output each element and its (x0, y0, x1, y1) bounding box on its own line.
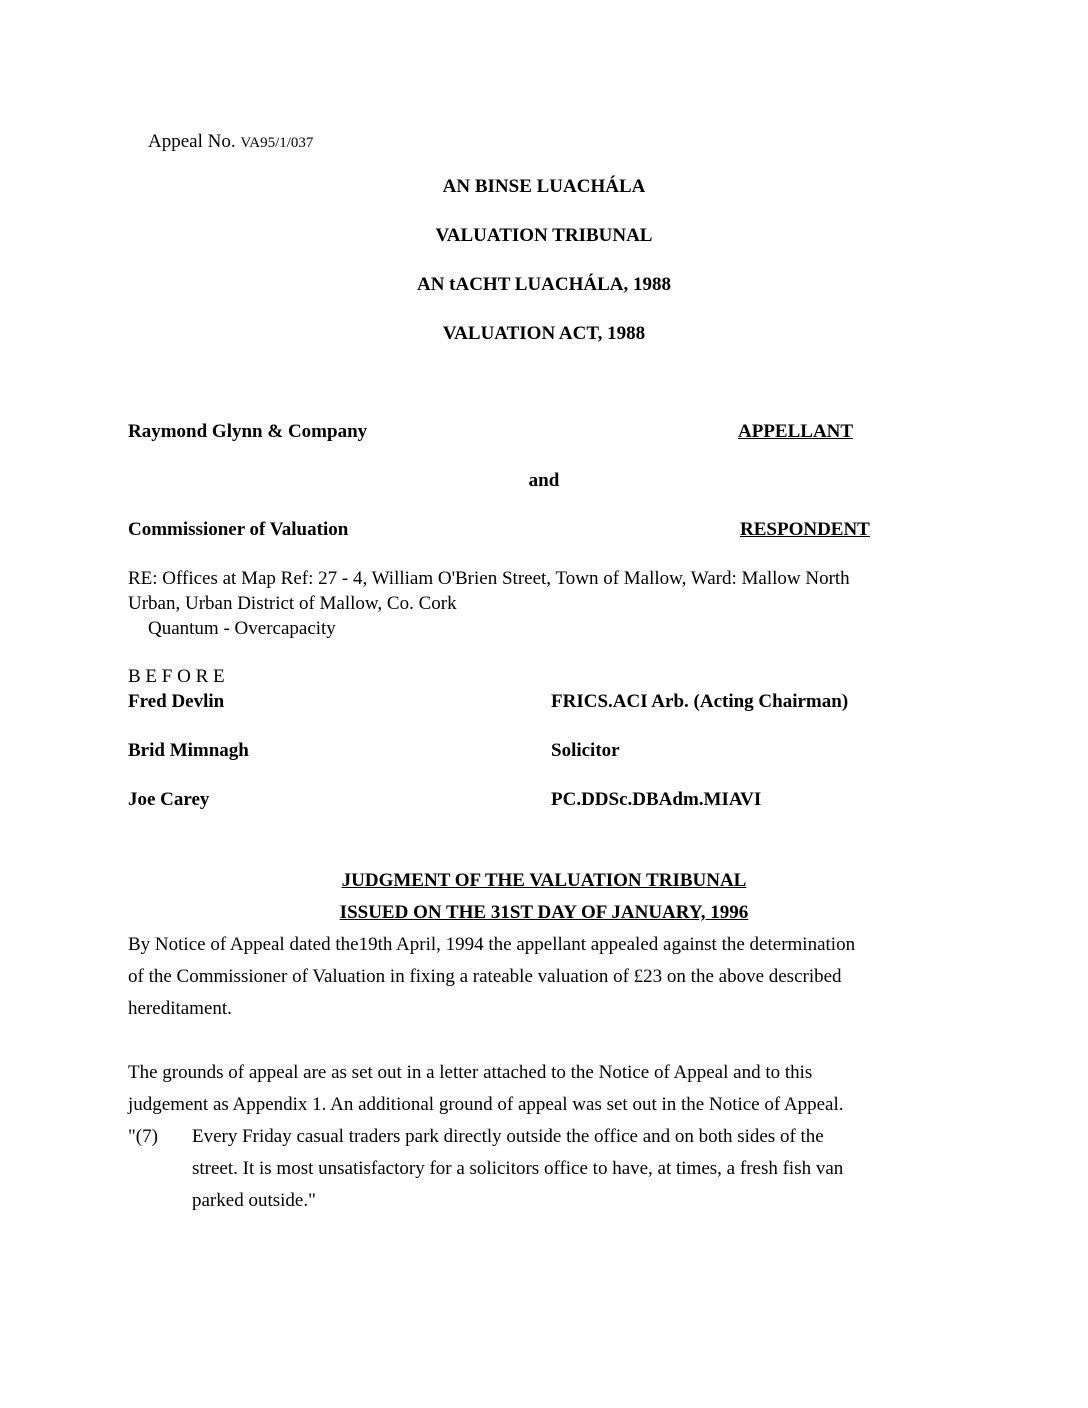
re-line-3: Quantum - Overcapacity (148, 618, 336, 639)
panel-heading: B E F O R E (128, 666, 225, 687)
judgment-heading-2: ISSUED ON THE 31ST DAY OF JANUARY, 1996 (339, 902, 749, 923)
appeal-label: Appeal No. (148, 131, 236, 152)
quote-line: street. It is most unsatisfactory for a solicitors office to have, at times, a fresh fish van (192, 1158, 844, 1179)
member-title: FRICS.ACI Arb. (Acting Chairman) (551, 691, 849, 712)
paragraph-line: of the Commissioner of Valuation in fixing a rateable valuation of £23 on the above described (128, 966, 842, 987)
paragraph-line: By Notice of Appeal dated the19th April, 1994 the appellant appealed against the determination (128, 934, 856, 955)
appeal-number: VA95/1/037 (240, 135, 314, 151)
quote-line: parked outside." (192, 1190, 316, 1211)
member-name: Joe Carey (128, 789, 210, 810)
conjunction: and (528, 470, 560, 491)
title-english: VALUATION TRIBUNAL (435, 225, 653, 246)
member-title: Solicitor (551, 740, 620, 761)
judgment-heading-1: JUDGMENT OF THE VALUATION TRIBUNAL (341, 870, 747, 891)
title-irish: AN BINSE LUACHÁLA (442, 176, 646, 197)
paragraph-line: hereditament. (128, 998, 232, 1019)
quote-number: "(7) (128, 1126, 158, 1147)
quote-line: Every Friday casual traders park directly outside the office and on both sides of the (192, 1126, 824, 1147)
re-line-2: Urban, Urban District of Mallow, Co. Cork (128, 593, 457, 614)
appellant-role: APPELLANT (738, 421, 854, 442)
member-name: Fred Devlin (128, 691, 225, 712)
act-english: VALUATION ACT, 1988 (442, 323, 646, 344)
act-irish: AN tACHT LUACHÁLA, 1988 (416, 274, 672, 295)
member-name: Brid Mimnagh (128, 740, 249, 761)
appellant-name: Raymond Glynn & Company (128, 421, 368, 442)
appeal-number-line (148, 130, 313, 155)
re-line-1: RE: Offices at Map Ref: 27 - 4, William O'Brien Street, Town of Mallow, Ward: Mallow North (128, 568, 850, 589)
paragraph-line: judgement as Appendix 1. An additional ground of appeal was set out in the Notice of Appeal. (128, 1094, 844, 1115)
respondent-role: RESPONDENT (740, 519, 870, 540)
member-title: PC.DDSc.DBAdm.MIAVI (551, 789, 762, 810)
paragraph-line: The grounds of appeal are as set out in a letter attached to the Notice of Appeal and to this (128, 1062, 813, 1083)
respondent-name: Commissioner of Valuation (128, 519, 349, 540)
